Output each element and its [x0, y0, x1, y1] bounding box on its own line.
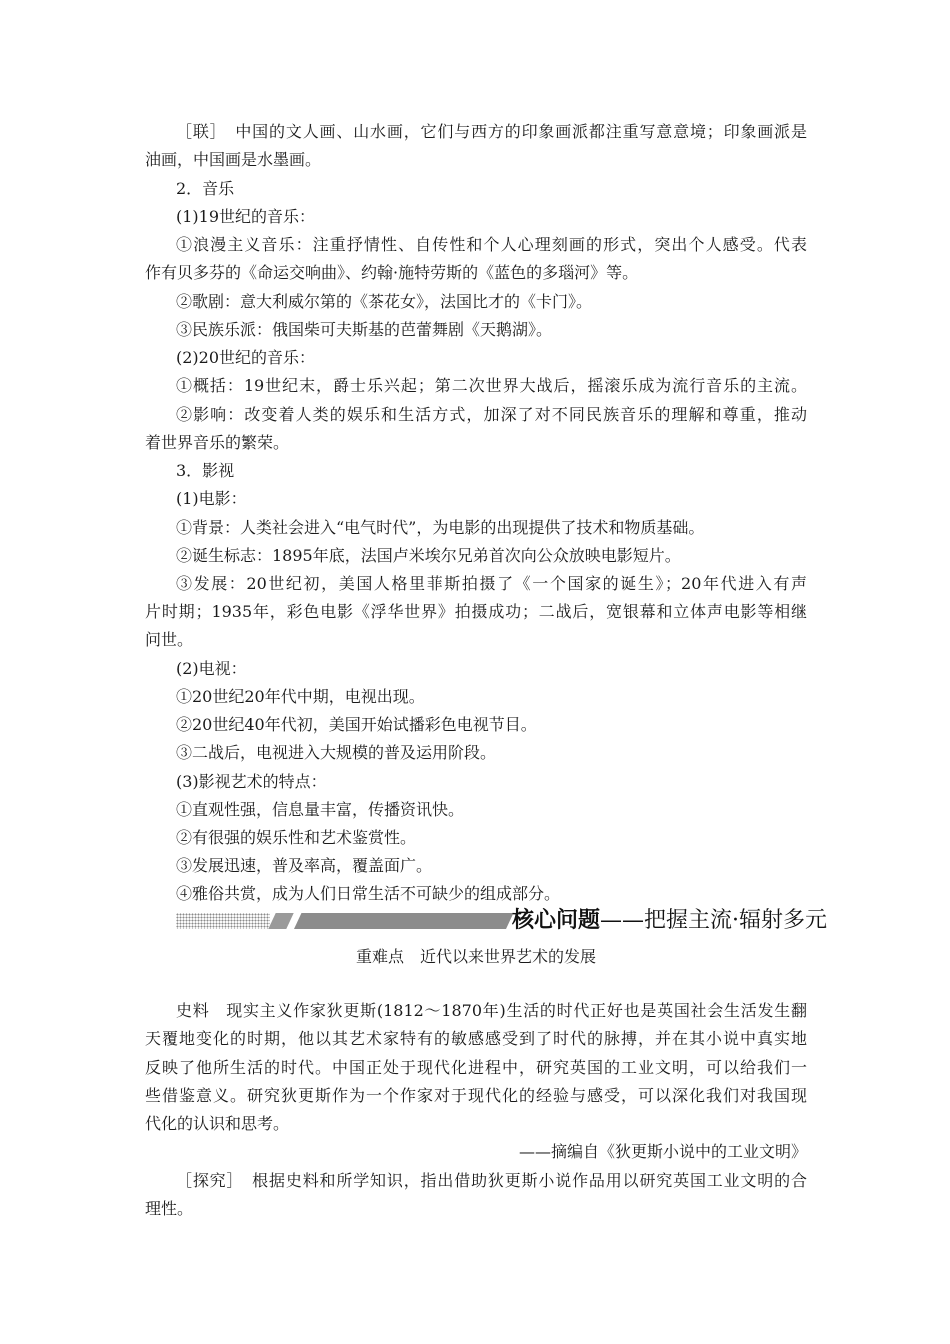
subsection-heading: (3)影视艺术的特点：: [176, 772, 327, 791]
text-line: ②诞生标志：1895年底，法国卢米埃尔兄弟首次向公众放映电影短片。: [176, 546, 681, 565]
text-line: 问世。: [145, 630, 194, 649]
text-line: ②歌剧：意大利威尔第的《茶花女》，法国比才的《卡门》。: [176, 292, 593, 311]
text-line: ③民族乐派：俄国柴可夫斯基的芭蕾舞剧《天鹅湖》。: [176, 320, 553, 339]
subsection-heading: (2)电视：: [176, 659, 247, 678]
text-line: ①浪漫主义音乐：注重抒情性、自传性和个人心理刻画的形式，突出个人感受。代表: [176, 235, 807, 254]
text-line: ［联］ 中国的文人画、山水画，它们与西方的印象画派都注重写意意境；印象画派是: [176, 122, 807, 141]
inquiry-line: 理性。: [145, 1199, 194, 1218]
source-line: 些借鉴意义。研究狄更斯作为一个作家对于现代化的经验与感受，可以深化我们对我国现: [145, 1086, 807, 1105]
banner-bar-decoration: [294, 913, 513, 929]
banner-title-rest: ——把握主流·辐射多元: [600, 908, 828, 933]
text-line: ①背景：人类社会进入“电气时代”，为电影的出现提供了技术和物质基础。: [176, 518, 705, 537]
text-line: ③发展：20世纪初，美国人格里菲斯拍摄了《一个国家的诞生》；20年代进入有声: [176, 574, 807, 593]
banner-slash-decoration: [268, 913, 293, 929]
text-line: 作有贝多芬的《命运交响曲》、约翰·施特劳斯的《蓝色的多瑙河》等。: [145, 263, 639, 282]
text-line: ③发展迅速，普及率高，覆盖面广。: [176, 856, 433, 875]
text-line: 片时期；1935年，彩色电影《浮华世界》拍摄成功；二战后，宽银幕和立体声电影等相继: [145, 602, 807, 621]
text-line: ②有很强的娱乐性和艺术鉴赏性。: [176, 828, 417, 847]
text-line: ③二战后，电视进入大规模的普及运用阶段。: [176, 743, 497, 762]
text-line: ①概括：19世纪末，爵士乐兴起；第二次世界大战后，摇滚乐成为流行音乐的主流。: [176, 376, 807, 395]
subheading: 重难点 近代以来世界艺术的发展: [355, 947, 596, 966]
subsection-heading: (1)19世纪的音乐：: [176, 207, 316, 226]
subsection-heading: (2)20世纪的音乐：: [176, 348, 316, 367]
source-line: 反映了他所生活的时代。中国正处于现代化进程中，研究英国的工业文明，可以给我们一: [145, 1058, 807, 1077]
source-line: 史料 现实主义作家狄更斯(1812～1870年)生活的时代正好也是英国社会生活发生翻: [176, 1001, 807, 1020]
banner-title-bold: 核心问题: [512, 908, 601, 933]
text-line: ④雅俗共赏，成为人们日常生活不可缺少的组成部分。: [176, 884, 561, 903]
source-line: 代化的认识和思考。: [145, 1114, 290, 1133]
source-attribution: ——摘编自《狄更斯小说中的工业文明》: [518, 1142, 807, 1161]
text-line: ②影响：改变着人类的娱乐和生活方式，加深了对不同民族音乐的理解和尊重，推动: [176, 405, 807, 424]
section-banner: [176, 904, 828, 938]
text-line: ①直观性强，信息量丰富，传播资讯快。: [176, 800, 465, 819]
subsection-heading: (1)电影：: [176, 489, 247, 508]
section-heading: 3．影视: [176, 461, 235, 480]
text-line: 油画，中国画是水墨画。: [145, 150, 322, 169]
banner-dot-pattern: [176, 913, 270, 929]
text-line: ②20世纪40年代初，美国开始试播彩色电视节目。: [176, 715, 537, 734]
section-heading: 2．音乐: [176, 179, 235, 198]
inquiry-line: ［探究］ 根据史料和所学知识，指出借助狄更斯小说作品用以研究英国工业文明的合: [176, 1171, 807, 1190]
banner-title: [512, 904, 827, 938]
text-line: ①20世纪20年代中期，电视出现。: [176, 687, 425, 706]
text-line: 着世界音乐的繁荣。: [145, 433, 290, 452]
source-line: 天覆地变化的时期，他以其艺术家特有的敏感感受到了时代的脉搏，并在其小说中真实地: [145, 1029, 807, 1048]
